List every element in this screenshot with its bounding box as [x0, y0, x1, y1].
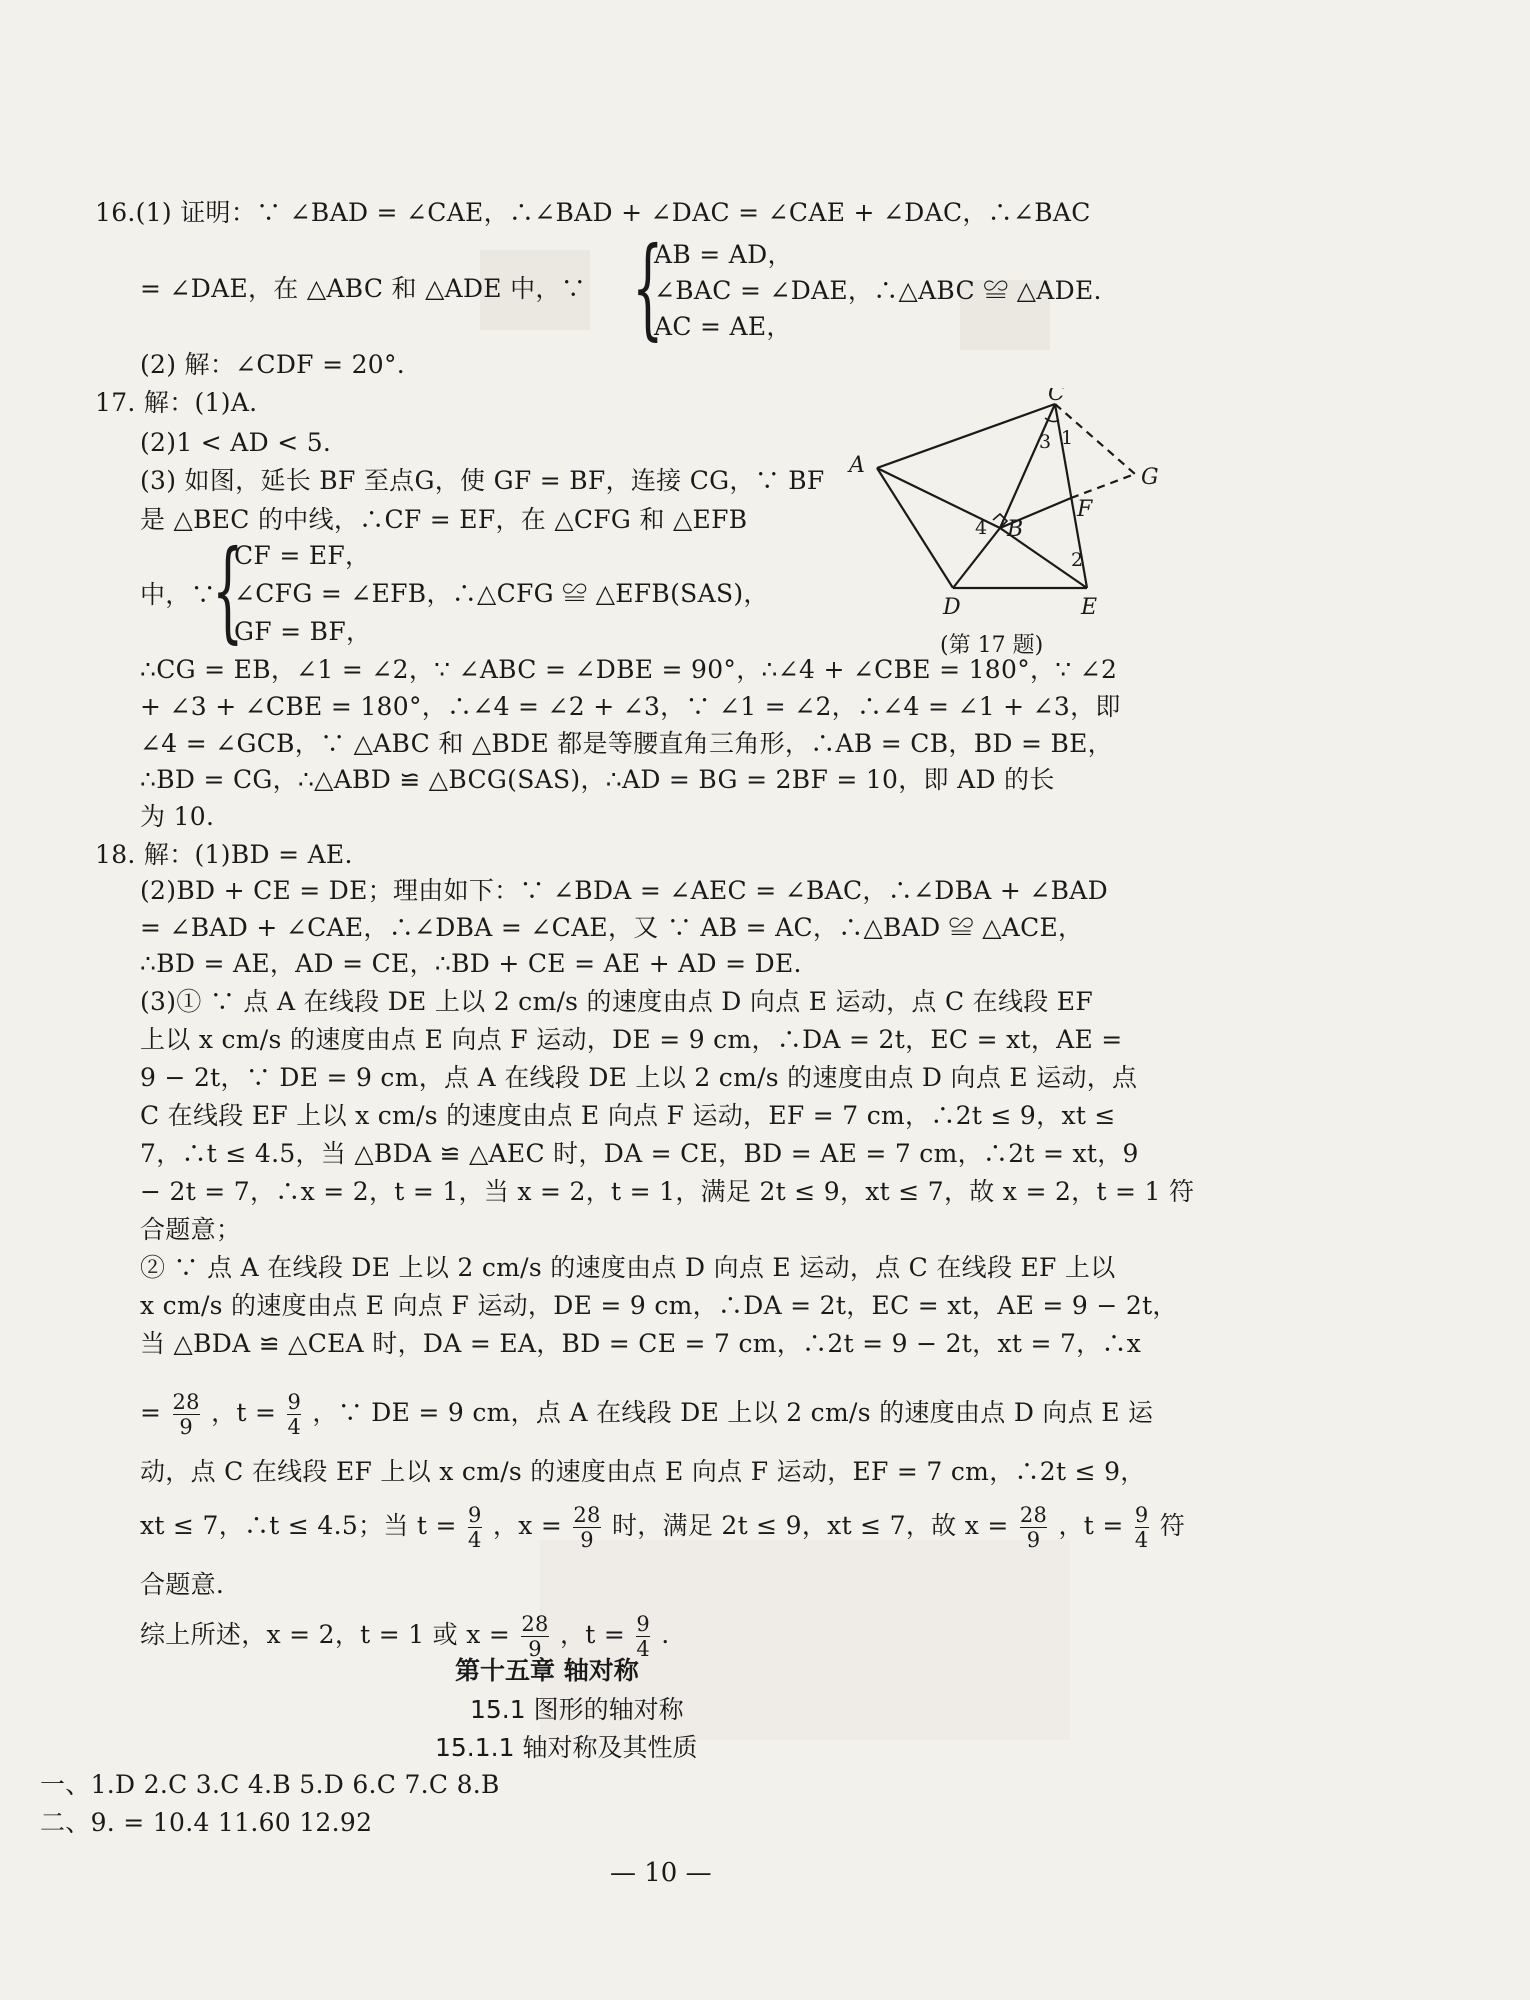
segment-ac — [877, 404, 1055, 468]
numerator: 9 — [287, 1390, 302, 1414]
page-number: — 10 — — [610, 1858, 712, 1888]
angle-label-3: 3 — [1039, 431, 1052, 453]
q18-line-19-text-b: ，t = — [559, 1620, 626, 1649]
numerator: 9 — [636, 1612, 651, 1636]
q18-line-17-text-a: xt ≤ 7，∴t ≤ 4.5；当 t = — [140, 1511, 457, 1540]
angle-label-4: 4 — [975, 517, 988, 539]
q18-line-17-text-e: 符 — [1159, 1511, 1186, 1540]
label-c: C — [1048, 388, 1065, 406]
left-brace-icon: { — [632, 223, 664, 351]
q17-brace-line-1: CF = EF， — [234, 541, 371, 570]
q16-brace-line-3: AC = AE， — [654, 312, 792, 341]
q17-line-8: ∠4 = ∠GCB，∵ △ABC 和 △BDE 都是等腰直角三角形，∴AB = CB，BD = BE， — [140, 729, 1113, 758]
q16-line-2: = ∠DAE，在 △ABC 和 △ADE 中，∵ — [140, 274, 586, 303]
fraction — [1135, 1503, 1149, 1552]
fraction — [173, 1390, 200, 1439]
q18-line-12: ② ∵ 点 A 在线段 DE 上以 2 cm/s 的速度由点 D 向点 E 运动，点 C 在线段 EF 上以 — [140, 1253, 1116, 1282]
q18-line-17-text-c: 时，满足 2t ≤ 9，xt ≤ 7，故 x = — [611, 1511, 1009, 1540]
denominator: 4 — [467, 1528, 482, 1552]
q17-line-10: 为 10. — [140, 802, 215, 831]
q17-brace-line-3: GF = BF， — [234, 617, 372, 646]
numerator: 28 — [573, 1503, 601, 1527]
q18-line-7: 9 − 2t，∵ DE = 9 cm，点 A 在线段 DE 上以 2 cm/s 的速度由点 D 向点 E 运动，点 — [140, 1063, 1138, 1092]
q17-line-6: ∴CG = EB，∠1 = ∠2，∵ ∠ABC = ∠DBE = 90°，∴∠4 + ∠CBE = 180°，∵ ∠2 — [140, 655, 1118, 684]
q18-line-11: 合题意； — [140, 1215, 242, 1244]
numerator: 9 — [1134, 1503, 1149, 1527]
fraction — [287, 1390, 301, 1439]
q18-line-15-text-c: ，∵ DE = 9 cm，点 A 在线段 DE 上以 2 cm/s 的速度由点 D 向点 E 运 — [312, 1398, 1154, 1427]
q17-line-3: (3) 如图，延长 BF 至点G，使 GF = BF，连接 CG，∵ BF — [140, 466, 825, 495]
subsection-title: 15.1.1 轴对称及其性质 — [435, 1733, 698, 1762]
figure-caption: (第 17 题) — [940, 633, 1044, 658]
numerator: 28 — [1019, 1503, 1048, 1527]
section-title: 15.1 图形的轴对称 — [470, 1695, 684, 1724]
q17-line-1: 17. 解：(1)A. — [95, 388, 258, 417]
q17-line-7: + ∠3 + ∠CBE = 180°，∴∠4 = ∠2 + ∠3，∵ ∠1 = ∠2，∴∠4 = ∠1 + ∠3，即 — [140, 692, 1121, 721]
q18-line-4: ∴BD = AE，AD = CE，∴BD + CE = AE + AD = DE. — [140, 949, 802, 978]
q18-line-19-text-a: 综上所述，x = 2，t = 1 或 x = — [140, 1620, 511, 1649]
label-b: B — [1007, 517, 1024, 542]
q18-line-5: (3)① ∵ 点 A 在线段 DE 上以 2 cm/s 的速度由点 D 向点 E 运动，点 C 在线段 EF — [140, 987, 1093, 1016]
q17-geometry-figure — [845, 388, 1165, 658]
q18-line-17-text-b: ，x = — [492, 1511, 563, 1540]
denominator: 9 — [573, 1527, 600, 1552]
denominator: 4 — [287, 1415, 302, 1439]
q16-line-3: (2) 解：∠CDF = 20°. — [140, 350, 406, 379]
answers-row-2: 二、9. = 10.4 11.60 12.92 — [40, 1808, 373, 1837]
q17-line-9: ∴BD = CG，∴△ABD ≌ △BCG(SAS)，∴AD = BG = 2BF = 10，即 AD 的长 — [140, 765, 1055, 794]
denominator: 4 — [636, 1637, 651, 1661]
denominator: 9 — [1020, 1527, 1047, 1552]
q17-brace-line-2: ∠CFG = ∠EFB，∴△CFG ≌ △EFB(SAS)， — [234, 579, 769, 608]
q18-line-13: x cm/s 的速度由点 E 向点 F 运动，DE = 9 cm，∴DA = 2t，EC = xt，AE = 9 − 2t， — [140, 1291, 1178, 1320]
numerator: 28 — [172, 1390, 200, 1414]
segment-fg-dashed — [1071, 474, 1135, 498]
fraction — [468, 1503, 482, 1552]
q18-line-2: (2)BD + CE = DE；理由如下：∵ ∠BDA = ∠AEC = ∠BAC，∴∠DBA + ∠BAD — [140, 876, 1108, 905]
q18-line-6: 上以 x cm/s 的速度由点 E 向点 F 运动，DE = 9 cm，∴DA = 2t，EC = xt，AE = — [140, 1025, 1123, 1054]
label-g: G — [1141, 465, 1159, 490]
angle-label-1: 1 — [1061, 427, 1074, 449]
q18-line-18: 合题意. — [140, 1570, 225, 1599]
label-f: F — [1077, 497, 1093, 522]
q18-line-9: 7，∴t ≤ 4.5，当 △BDA ≌ △AEC 时，DA = CE，BD = AE = 7 cm，∴2t = xt，9 — [140, 1139, 1139, 1168]
q18-line-15 — [140, 1383, 1153, 1443]
q18-line-19-text-c: . — [661, 1620, 670, 1649]
label-e: E — [1081, 595, 1098, 620]
label-a: A — [849, 453, 865, 478]
q18-line-15-text-b: ，t = — [211, 1398, 277, 1427]
q18-line-15-text-a: = — [140, 1398, 162, 1427]
numerator: 9 — [467, 1503, 482, 1527]
denominator: 9 — [521, 1636, 548, 1661]
q18-line-10: − 2t = 7，∴x = 2，t = 1，当 x = 2，t = 1，满足 2t ≤ 9，xt ≤ 7，故 x = 2，t = 1 符 — [140, 1177, 1195, 1206]
q17-line-5: 中，∵ — [140, 580, 216, 609]
denominator: 4 — [1134, 1528, 1149, 1552]
q18-line-17-text-d: ，t = — [1058, 1511, 1124, 1540]
q18-line-3: = ∠BAD + ∠CAE，∴∠DBA = ∠CAE，又 ∵ AB = AC，∴△BAD ≌ △ACE， — [140, 913, 1084, 942]
label-d: D — [943, 595, 961, 620]
fraction — [573, 1503, 600, 1552]
numerator: 28 — [521, 1612, 549, 1636]
q16-brace-line-2: ∠BAC = ∠DAE，∴△ABC ≌ △ADE. — [654, 276, 1102, 305]
angle-label-2: 2 — [1071, 549, 1084, 571]
q18-line-16: 动，点 C 在线段 EF 上以 x cm/s 的速度由点 E 向点 F 运动，EF = 7 cm，∴2t ≤ 9， — [140, 1457, 1146, 1486]
fraction — [1020, 1503, 1047, 1552]
answers-row-1: 一、1.D 2.C 3.C 4.B 5.D 6.C 7.C 8.B — [40, 1770, 500, 1799]
q17-line-4: 是 △BEC 的中线，∴CF = EF，在 △CFG 和 △EFB — [140, 505, 748, 534]
q16-line-1: 16.(1) 证明：∵ ∠BAD = ∠CAE，∴∠BAD + ∠DAC = ∠CAE + ∠DAC，∴∠BAC — [95, 198, 1091, 227]
denominator: 9 — [173, 1414, 200, 1439]
q16-brace-line-1: AB = AD， — [654, 240, 793, 269]
geometry-diagram — [845, 388, 1165, 658]
left-brace-icon: { — [212, 526, 244, 654]
q18-line-8: C 在线段 EF 上以 x cm/s 的速度由点 E 向点 F 运动，EF = 7 cm，∴2t ≤ 9，xt ≤ — [140, 1101, 1116, 1130]
chapter-title: 第十五章 轴对称 — [455, 1656, 639, 1685]
q18-line-17 — [140, 1496, 1185, 1556]
q17-line-2: (2)1 < AD < 5. — [140, 428, 332, 457]
q18-line-1: 18. 解：(1)BD = AE. — [95, 840, 353, 869]
q18-line-14: 当 △BDA ≌ △CEA 时，DA = EA，BD = CE = 7 cm，∴2t = 9 − 2t，xt = 7，∴x — [140, 1329, 1142, 1358]
